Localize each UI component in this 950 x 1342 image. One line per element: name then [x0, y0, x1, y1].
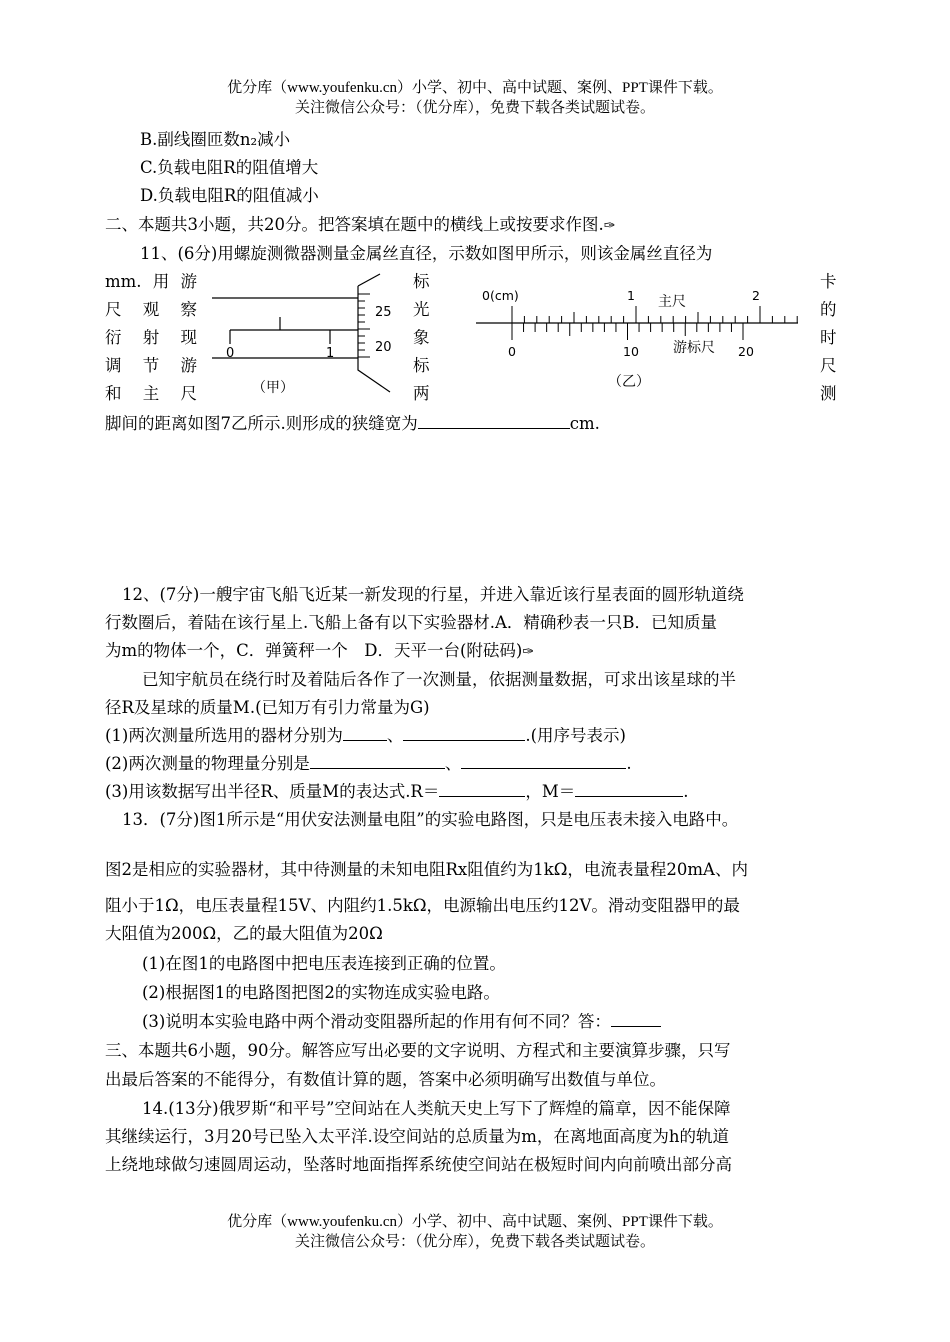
q13-line2-text: 图2是相应的实验器材，其中待测量的未知电阻Rx阻值约为1kΩ，电流表量程20mA、内: [105, 860, 748, 879]
q11-mid-char: 标: [413, 356, 430, 375]
main-scale-name: 主尺: [658, 294, 686, 310]
vernier-label-20: 20: [738, 344, 754, 359]
vernier-label-10: 10: [623, 344, 639, 359]
q13-sub3-text: (3)说明本实验电路中两个滑动变阻器所起的作用有何不同？答：: [142, 1012, 611, 1031]
q14-line3: 上绕地球做匀速圆周运动，坠落时地面指挥系统使空间站在极短时间内向前喷出部分高: [105, 1155, 732, 1174]
q13-sub2: (2)根据图1的电路图把图2的实物连成实验电路。: [142, 983, 500, 1002]
figure-yi-vernier: [468, 278, 808, 396]
ornament-icon: ✑: [603, 218, 616, 234]
main-scale-label-2: 2: [752, 288, 760, 303]
figure-jia-caption: （甲）: [252, 380, 294, 396]
answer-blank[interactable]: [461, 752, 626, 769]
ornament-icon: ✑: [522, 644, 535, 660]
q11-right-col: [820, 270, 837, 406]
section-2-title-text: 二、本题共3小题，共20分。把答案填在题中的横线上或按要求作图.: [105, 215, 604, 234]
q12-part2-tail: .: [626, 754, 632, 773]
vernier-scale-name: 游标尺: [673, 340, 715, 356]
q12-line2: 行数圈后，着陆在该行星上.飞船上备有以下实验器材.A．精确秒表一只B．已知质量: [105, 613, 718, 632]
q12-line4: 已知宇航员在绕行时及着陆后各作了一次测量，依据测量数据，可求出该星球的半: [142, 670, 736, 689]
q12-line3-text: 为m的物体一个，C．弹簧秤一个 D．天平一台(附砝码): [105, 641, 523, 660]
q12-part2-sep: 、: [444, 754, 462, 773]
thimble-ticks: [358, 294, 370, 357]
q12-part2: [105, 752, 632, 776]
main-scale-unit: 0(cm): [482, 288, 519, 303]
page-footer-line2: 关注微信公众号：（优分库），免费下载各类试题试卷。: [294, 1234, 655, 1250]
q13-sub1: (1)在图1的电路图中把电压表连接到正确的位置。: [142, 954, 506, 973]
q11-mid-char: 两: [413, 384, 430, 403]
q12-part2-text: (2)两次测量的物理量分别是: [105, 754, 310, 773]
section-2-title: [105, 213, 615, 238]
q11-mid-char: 标: [413, 272, 430, 291]
page-header-line1: 优分库（www.youfenku.cn）小学、初中、高中试题、案例、PPT课件下载。: [227, 80, 723, 96]
thimble-label-20: 20: [375, 340, 392, 355]
q13-line4: 大阻值为200Ω，乙的最大阻值为20Ω: [105, 924, 383, 943]
q12-part1-tail: .(用序号表示): [525, 726, 626, 745]
q12-line5: 径R及星球的质量M.(已知万有引力常量为G): [105, 698, 430, 717]
thimble-edge: [358, 286, 390, 392]
q11-mid-char: 象: [413, 328, 430, 347]
figure-jia-micrometer: [200, 272, 410, 402]
thimble-label-25: 25: [375, 305, 392, 320]
answer-blank[interactable]: [310, 752, 445, 769]
q12-line3: [105, 639, 534, 664]
q11-left-col: [105, 270, 197, 406]
q11-right-char: 的: [820, 300, 837, 319]
q13-sub3: [142, 1010, 661, 1034]
q13-line3: 阻小于1Ω，电压表量程15V、内阻约1.5kΩ，电源输出电压约12V。滑动变阻器甲的最: [105, 896, 740, 915]
answer-blank[interactable]: [403, 724, 525, 741]
q14-line2: 其继续运行，3月20号已坠入太平洋.设空间站的总质量为m，在离地面高度为h的轨道: [105, 1127, 730, 1146]
q12-part1-sep: 、: [386, 726, 404, 745]
q13-line2: [105, 858, 748, 882]
sleeve-label-1: 1: [326, 346, 335, 361]
q13-line1: 13．(7分)图1所示是“用伏安法测量电阻”的实验电路图，只是电压表未接入电路中。: [122, 810, 739, 829]
q12-part3-tail: .: [683, 782, 689, 801]
answer-blank[interactable]: [418, 412, 570, 429]
option-d: D.负载电阻R的阻值减小: [140, 186, 319, 205]
q12-part3-sep: ，M＝: [525, 782, 576, 801]
q14-line1: 14.(13分)俄罗斯“和平号”空间站在人类航天史上写下了辉煌的篇章，因不能保障: [142, 1099, 731, 1118]
q11-last-line: [105, 412, 600, 436]
vernier-label-0: 0: [508, 344, 516, 359]
q11-unit: cm.: [569, 414, 600, 433]
q12-part3: [105, 780, 689, 804]
page-header-line2: 关注微信公众号：（优分库），免费下载各类试题试卷。: [294, 100, 655, 116]
q11-line1: 11、(6分)用螺旋测微器测量金属丝直径，示数如图甲所示，则该金属丝直径为: [140, 244, 713, 263]
q11-right-char: 测: [820, 384, 837, 403]
q11-left-line: 尺观察: [105, 300, 197, 319]
sleeve-label-0: 0: [226, 346, 235, 361]
q12-part1-text: (1)两次测量所选用的器材分别为: [105, 726, 343, 745]
option-b: B.副线圈匝数n₂减小: [140, 130, 291, 149]
option-c: C.负载电阻R的阻值增大: [140, 158, 319, 177]
q11-last-text: 脚间的距离如图7乙所示.则形成的狭缝宽为: [105, 414, 418, 433]
q11-right-char: 尺: [820, 356, 837, 375]
main-scale-ticks: [512, 306, 797, 323]
section-3-line1: 三、本题共6小题，90分。解答应写出必要的文字说明、方程式和主要演算步骤，只写: [105, 1041, 731, 1060]
q12-line1: 12、(7分)一艘宇宙飞船飞近某一新发现的行星，并进入靠近该行星表面的圆形轨道绕: [122, 585, 744, 604]
page-footer-line1: 优分库（www.youfenku.cn）小学、初中、高中试题、案例、PPT课件下载。: [227, 1214, 723, 1230]
answer-blank[interactable]: [611, 1010, 661, 1027]
thimble-top-edge: [358, 274, 380, 286]
main-scale-label-1: 1: [627, 288, 635, 303]
q12-part3-text: (3)用该数据写出半径R、质量M的表达式.R＝: [105, 782, 440, 801]
vernier-scale-ticks: [512, 323, 743, 340]
q11-mid-char: 光: [413, 300, 430, 319]
q11-mid-col: [413, 270, 430, 406]
q11-left-line: 衍射现: [105, 328, 197, 347]
section-3-line2: 出最后答案的不能得分，有数值计算的题，答案中必须明确写出数值与单位。: [105, 1070, 666, 1089]
answer-blank[interactable]: [575, 780, 683, 797]
answer-blank[interactable]: [439, 780, 525, 797]
q11-right-char: 时: [820, 328, 837, 347]
q12-part1: [105, 724, 626, 748]
answer-blank[interactable]: [343, 724, 387, 741]
q11-left-line: 和主尺: [105, 384, 197, 403]
figure-yi-caption: （乙）: [608, 374, 650, 390]
q11-left-line: mm.用游: [105, 272, 197, 291]
q11-right-char: 卡: [820, 272, 837, 291]
q11-left-line: 调节游: [105, 356, 197, 375]
